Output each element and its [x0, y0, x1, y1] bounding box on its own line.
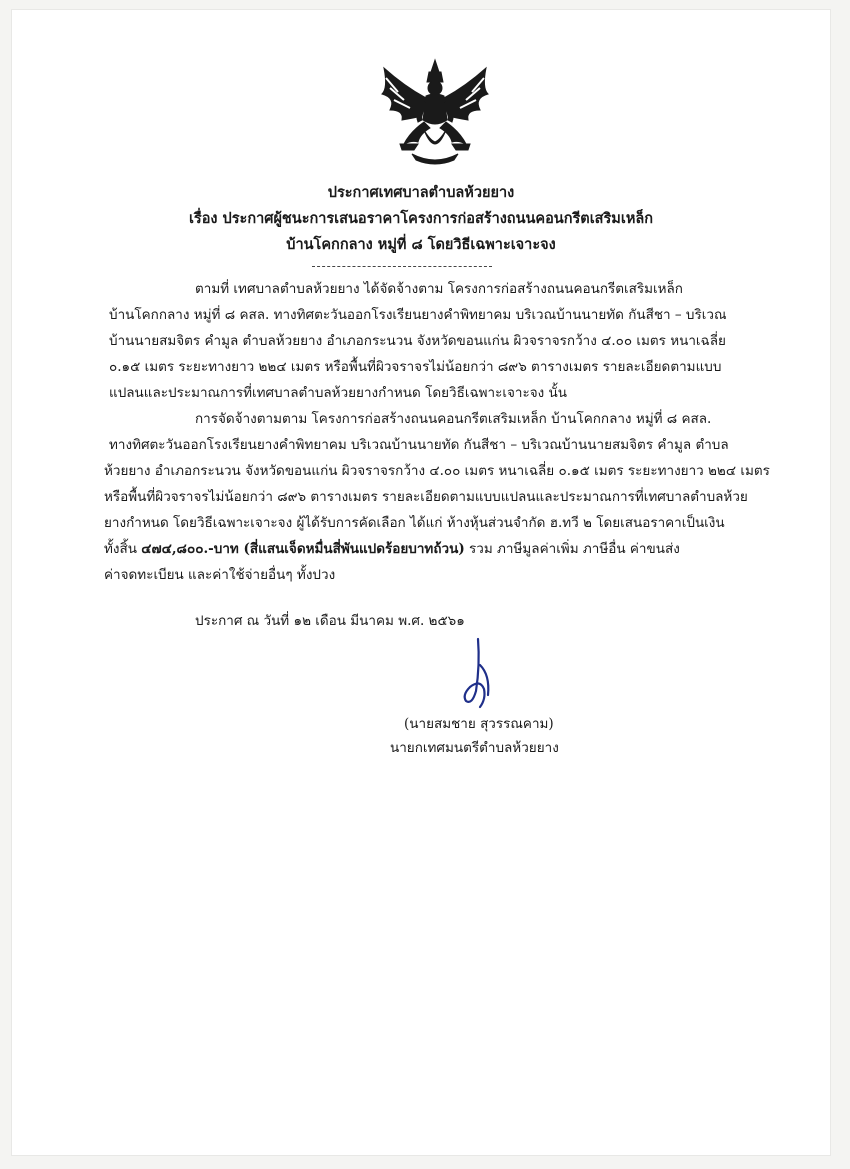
body-p2-line-1: การจัดจ้างตามตาม โครงการก่อสร้างถนนคอนกรีตเสริมเหล็ก บ้านโคกกลาง หมู่ที่ ๘ คสล. — [195, 411, 712, 427]
header-line-2: เรื่อง ประกาศผู้ชนะการเสนอราคาโครงการก่อสร้างถนนคอนกรีตเสริมเหล็ก — [188, 210, 654, 227]
body-p1-line-1: ตามที่ เทศบาลตำบลห้วยยาง ได้จัดจ้างตาม โครงการก่อสร้างถนนคอนกรีตเสริมเหล็ก — [195, 281, 683, 297]
header-line-3: บ้านโคกกลาง หมู่ที่ ๘ โดยวิธีเฉพาะเจาะจง — [286, 236, 556, 253]
signatory-name: (นายสมชาย สุวรรณคาม) — [404, 716, 554, 732]
body-p2-line-6 — [104, 538, 680, 560]
body-p2-line-6-post: รวม ภาษีมูลค่าเพิ่ม ภาษีอื่น ค่าขนส่ง — [464, 541, 680, 557]
signature-icon — [450, 635, 510, 715]
contract-amount: ๔๗๔,๘๐๐.-บาท (สี่แสนเจ็ดหมื่นสี่พันแปดร้อยบาทถ้วน) — [141, 541, 465, 557]
body-p2-line-5: ยางกำหนด โดยวิธีเฉพาะเจาะจง ผู้ได้รับการคัดเลือก ได้แก่ ห้างหุ้นส่วนจำกัด ฮ.ทวี ๒ โดยเสนอราคาเป็นเงิน — [104, 515, 725, 531]
garuda-emblem-icon — [374, 58, 496, 170]
body-p1-line-4: ๐.๑๕ เมตร ระยะทางยาว ๒๒๔ เมตร หรือพื้นที่ผิวจราจรไม่น้อยกว่า ๘๙๖ ตารางเมตร รายละเอียดตามแบบ — [109, 359, 722, 375]
signatory-title: นายกเทศมนตรีตำบลห้วยยาง — [390, 740, 559, 756]
body-p2-line-3: ห้วยยาง อำเภอกระนวน จังหวัดขอนแก่น ผิวจราจรกว้าง ๔.๐๐ เมตร หนาเฉลี่ย ๐.๑๕ เมตร ระยะทางยาว ๒๒๔ เมตร — [104, 463, 770, 479]
body-p1-line-5: แปลนและประมาณการที่เทศบาลตำบลห้วยยางกำหนด โดยวิธีเฉพาะเจาะจง นั้น — [109, 385, 567, 401]
announce-date: ประกาศ ณ วันที่ ๑๒ เดือน มีนาคม พ.ศ. ๒๕๖๑ — [195, 613, 465, 629]
body-p2-line-7: ค่าจดทะเบียน และค่าใช้จ่ายอื่นๆ ทั้งปวง — [104, 567, 336, 583]
body-p2-line-6-pre: ทั้งสิ้น — [104, 541, 142, 557]
header-divider — [312, 266, 492, 267]
header-line-1: ประกาศเทศบาลตำบลห้วยยาง — [327, 184, 515, 201]
body-p1-line-2: บ้านโคกกลาง หมู่ที่ ๘ คสล. ทางทิศตะวันออกโรงเรียนยางคำพิทยาคม บริเวณบ้านนายทัด กันสีชา – บริเวณ — [109, 307, 727, 323]
document-page — [12, 10, 830, 1155]
body-p2-line-2: ทางทิศตะวันออกโรงเรียนยางคำพิทยาคม บริเวณบ้านนายทัด กันสีชา – บริเวณบ้านนายสมจิตร คำมูล ตำบล — [109, 437, 729, 453]
body-p2-line-4: หรือพื้นที่ผิวจราจรไม่น้อยกว่า ๘๙๖ ตารางเมตร รายละเอียดตามแบบแปลนและประมาณการที่เทศบาลตำบลห้วย — [104, 489, 748, 505]
body-p1-line-3: บ้านนายสมจิตร คำมูล ตำบลห้วยยาง อำเภอกระนวน จังหวัดขอนแก่น ผิวจราจรกว้าง ๔.๐๐ เมตร หนาเฉลี่ย — [109, 333, 726, 349]
